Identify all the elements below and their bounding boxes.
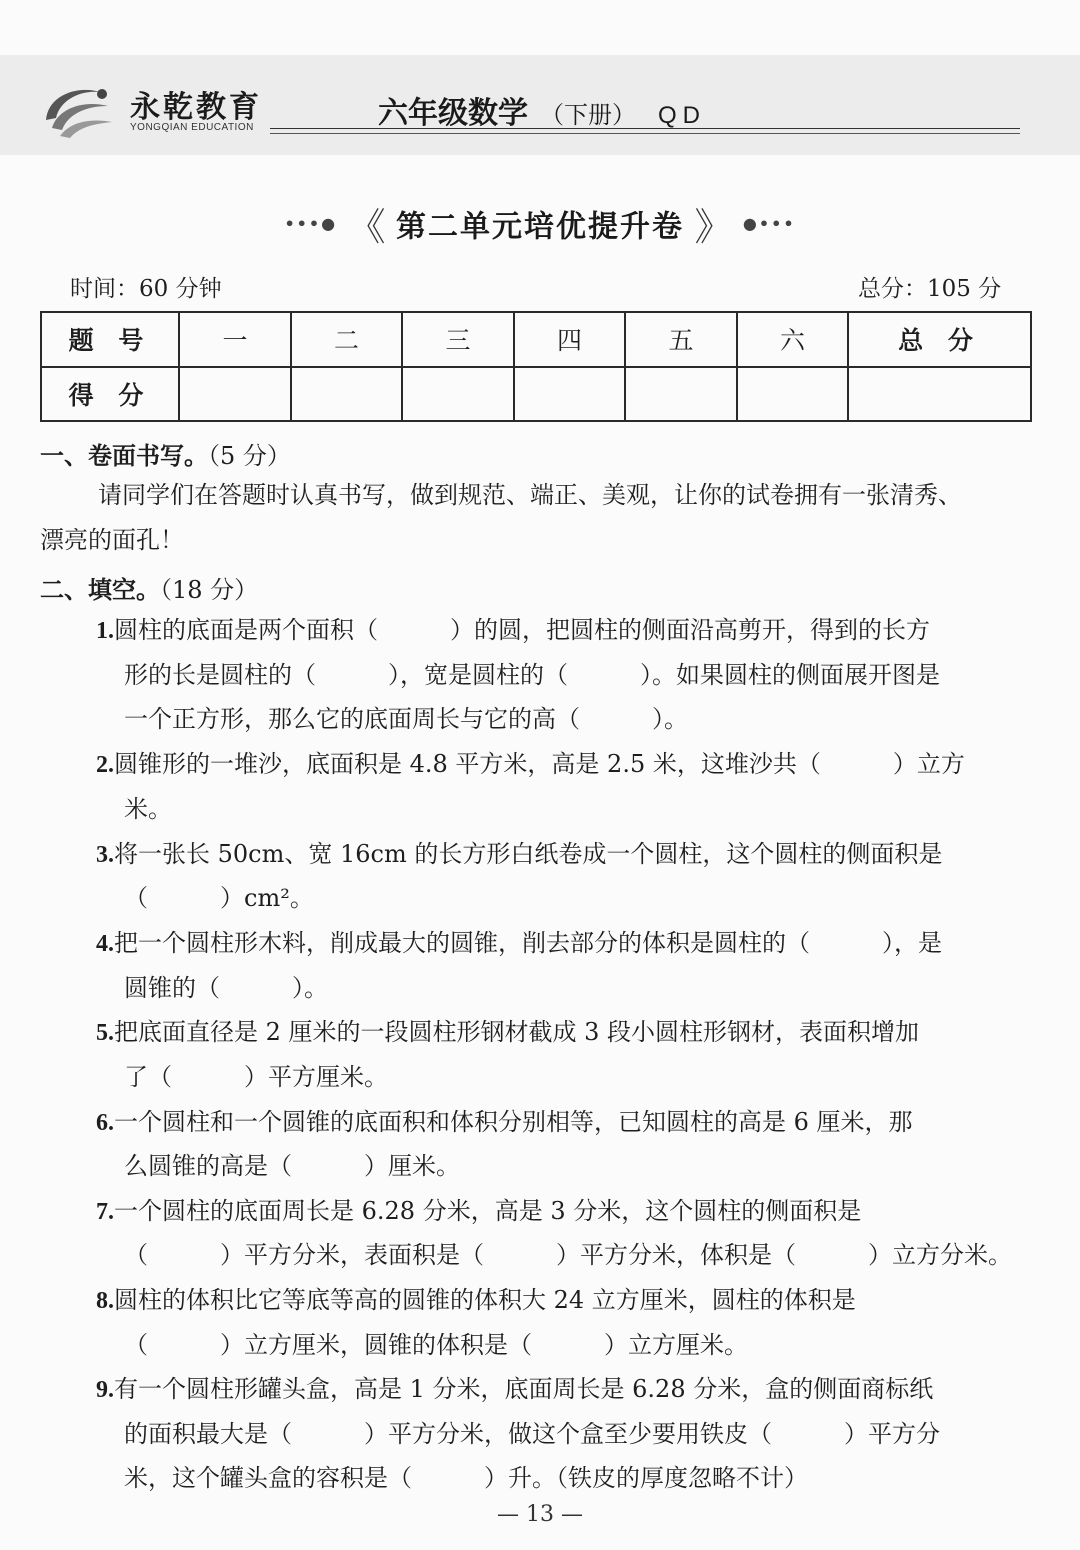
- section-title: 一、卷面书写。: [40, 441, 208, 470]
- question-text: （ ）cm²。: [124, 884, 314, 912]
- table-cell: 二: [291, 312, 402, 367]
- question-line: [96, 1196, 861, 1227]
- table-cell: 总 分: [848, 312, 1031, 367]
- table-cell: 一: [179, 312, 291, 367]
- table-cell: 五: [625, 312, 737, 367]
- book-subject: 六年级数学: [378, 96, 528, 131]
- question-line: [96, 1017, 919, 1048]
- page-number: — 13 —: [497, 1502, 583, 1527]
- decorative-dots: ●•••: [742, 214, 796, 233]
- section-text: 漂亮的面孔！: [40, 526, 184, 554]
- exam-time: 时间：60 分钟: [70, 276, 222, 302]
- question-text: 圆柱的体积比它等底等高的圆锥的体积大 24 立方厘米，圆柱的体积是: [114, 1286, 856, 1314]
- table-cell: 六: [737, 312, 848, 367]
- right-ornament-icon: 》: [694, 205, 733, 249]
- question-text: 圆锥形的一堆沙，底面积是 4.8 平方米，高是 2.5 米，这堆沙共（ ）立方: [114, 750, 965, 778]
- question-line: [96, 928, 942, 959]
- question-text: 圆锥的（ ）。: [124, 974, 328, 1002]
- section-heading: [40, 570, 258, 605]
- question-line: [96, 1374, 933, 1405]
- question-text: 形的长是圆柱的（ ），宽是圆柱的（ ）。如果圆柱的侧面展开图是: [124, 661, 940, 689]
- header-rule: [270, 128, 1020, 129]
- section-points: （5 分）: [208, 442, 291, 470]
- section-points: （18 分）: [160, 576, 259, 604]
- question-number: 3.: [96, 842, 114, 868]
- decorative-dots: •••●: [284, 214, 338, 233]
- section-heading: [40, 436, 291, 471]
- question-text: 一个圆柱和一个圆锥的底面积和体积分别相等，已知圆柱的高是 6 厘米，那: [114, 1108, 913, 1136]
- question-line: [96, 1285, 856, 1316]
- score-table-score-row: [41, 367, 1031, 422]
- section-title: 二、填空。: [40, 575, 160, 604]
- left-ornament-icon: 《: [347, 205, 386, 249]
- score-table: [40, 311, 1032, 422]
- score-cell: [737, 367, 848, 422]
- section-text: 请同学们在答题时认真书写，做到规范、端正、美观，让你的试卷拥有一张清秀、: [98, 481, 962, 509]
- question-text: 把底面直径是 2 厘米的一段圆柱形钢材截成 3 段小圆柱形钢材，表面积增加: [114, 1018, 920, 1046]
- question-text: 将一张长 50cm、宽 16cm 的长方形白纸卷成一个圆柱，这个圆柱的侧面积是: [114, 840, 943, 868]
- question-number: 2.: [96, 752, 114, 778]
- question-number: 9.: [96, 1377, 114, 1403]
- question-text: 米，这个罐头盒的容积是（ ）升。（铁皮的厚度忽略不计）: [124, 1464, 808, 1492]
- brand-logo: [38, 80, 262, 140]
- header-rule: [270, 133, 1020, 134]
- exam-total-score: 总分：105 分: [858, 276, 1002, 302]
- score-cell: [514, 367, 625, 422]
- question-line: [96, 615, 930, 646]
- question-number: 5.: [96, 1020, 114, 1046]
- question-line: [96, 839, 942, 870]
- question-text: 一个正方形，那么它的底面周长与它的高（ ）。: [124, 705, 688, 733]
- question-text: （ ）平方分米，表面积是（ ）平方分米，体积是（ ）立方分米。: [124, 1241, 1012, 1269]
- score-cell: [625, 367, 737, 422]
- question-text: （ ）立方厘米，圆锥的体积是（ ）立方厘米。: [124, 1331, 748, 1359]
- question-text: 一个圆柱的底面周长是 6.28 分米，高是 3 分米，这个圆柱的侧面积是: [114, 1197, 862, 1225]
- table-cell: 题 号: [41, 312, 179, 367]
- question-text: 圆柱的底面是两个面积（ ）的圆，把圆柱的侧面沿高剪开，得到的长方: [114, 616, 930, 644]
- score-cell: [848, 367, 1031, 422]
- question-number: 7.: [96, 1199, 114, 1225]
- question-line: [96, 1107, 913, 1138]
- question-text: 的面积最大是（ ）平方分米，做这个盒至少要用铁皮（ ）平方分: [124, 1420, 940, 1448]
- table-cell: 三: [402, 312, 514, 367]
- question-text: 么圆锥的高是（ ）厘米。: [124, 1152, 460, 1180]
- book-edition: （下册）: [540, 101, 636, 129]
- question-number: 4.: [96, 931, 114, 957]
- question-text: 把一个圆柱形木料，削成最大的圆锥，削去部分的体积是圆柱的（ ），是: [114, 929, 942, 957]
- unit-title: [0, 196, 1080, 251]
- question-text: 米。: [124, 795, 172, 823]
- question-text: 了（ ）平方厘米。: [124, 1063, 388, 1091]
- score-cell: [179, 367, 291, 422]
- score-table-header-row: [41, 312, 1031, 367]
- table-cell: 四: [514, 312, 625, 367]
- question-number: 6.: [96, 1110, 114, 1136]
- brand-name: 永乾教育: [130, 90, 262, 125]
- question-number: 8.: [96, 1288, 114, 1314]
- brand-name-en: YONGQIAN EDUCATION: [130, 122, 254, 133]
- question-text: 有一个圆柱形罐头盒，高是 1 分米，底面周长是 6.28 分米，盒的侧面商标纸: [114, 1375, 934, 1403]
- book-title: [378, 88, 706, 132]
- table-cell: 得 分: [41, 367, 179, 422]
- question-line: [96, 749, 965, 780]
- brand-swirl-icon: [38, 80, 118, 140]
- score-cell: [402, 367, 514, 422]
- score-cell: [291, 367, 402, 422]
- question-number: 1.: [96, 618, 114, 644]
- book-code: QD: [658, 102, 706, 129]
- unit-title-text: 第二单元培优提升卷: [396, 209, 684, 245]
